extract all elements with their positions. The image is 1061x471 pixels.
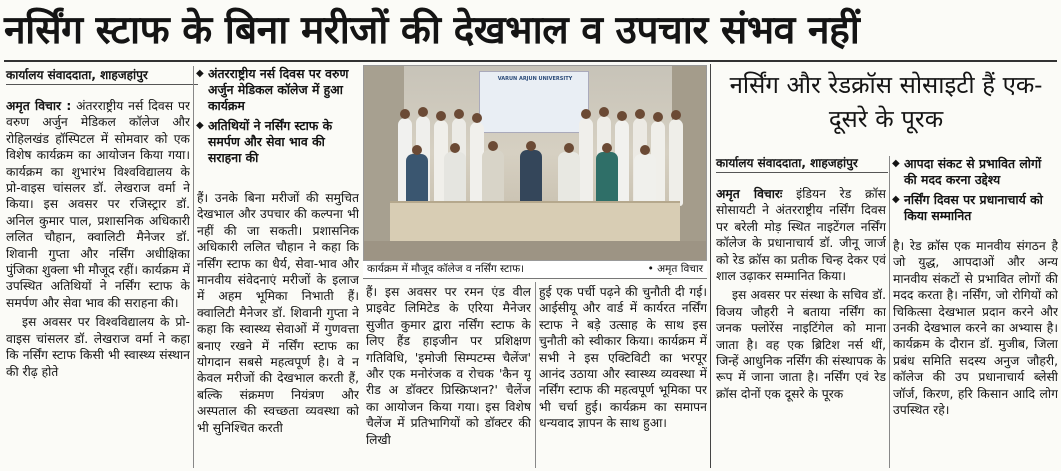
article2-col2-text: है। रेड क्रॉस एक मानवीय संगठन है जो युद्ध, आपदाओं और अन्य मानवीय संकटों से प्रभावित लोगों की मदद करता है। नर्सिंग, जो रोगियों को चिकित्सा देखभाल प्रदान करने और उनकी देखभाल करने का अभ्यास है। कार्यक्रम के दौरान डॉ. मुजीब, जिला प्रबंध समिति सदस्य अनुज जौहरी, कॉलेज की उप प्रधानाचार्य ब्लेसी जॉर्ज, किरण, हरि किसान आदि लोग उपस्थित रहे। bbox=[893, 239, 1058, 418]
event-photo bbox=[363, 65, 707, 261]
article1-column-4 bbox=[539, 284, 707, 470]
article1-column-2 bbox=[197, 190, 359, 470]
bullet-icon: ◆ bbox=[196, 68, 204, 79]
article1-byline: कार्यालय संवाददाता, शाहजहांपुर bbox=[6, 68, 148, 82]
article2-byline: कार्यालय संवाददाता, शाहजहांपुर bbox=[716, 156, 858, 170]
conference-table bbox=[390, 201, 680, 241]
article2-byline-rule bbox=[716, 172, 888, 173]
article1-highlight-1 bbox=[196, 66, 360, 114]
article2-highlight-2 bbox=[892, 192, 1058, 224]
article2-column-2 bbox=[893, 238, 1058, 470]
article-divider bbox=[710, 64, 711, 468]
article2-highlight-1 bbox=[892, 156, 1058, 188]
bullet-icon: ◆ bbox=[196, 120, 204, 131]
photo-caption: कार्यक्रम में मौजूद कॉलेज व नर्सिंग स्टाफ। bbox=[367, 263, 525, 275]
photo-credit: • अमृत विचार bbox=[647, 263, 703, 275]
article1-column-1 bbox=[6, 98, 190, 470]
column-divider bbox=[193, 66, 194, 468]
article1-highlight-text-2: अतिथियों ने नर्सिंग स्टाफ के समर्पण और सेवा भाव की सराहना की bbox=[208, 118, 333, 165]
article2-headline: नर्सिंग और रेडक्रॉस सोसाइटी हैं एक-दूसरे के पूरक bbox=[729, 71, 1043, 133]
article2-lead-word: अमृत विचारः bbox=[716, 187, 783, 201]
column-divider bbox=[889, 156, 890, 468]
article1-paragraph-2: इस अवसर पर विश्वविद्यालय के प्रो-वाइस चांसलर डॉ. लेखराज वर्मा ने कहा कि नर्सिंग स्टाफ किसी भी स्वास्थ्य संस्थान की रीढ़ होते bbox=[6, 315, 190, 379]
bullet-icon: ◆ bbox=[892, 158, 900, 169]
article1-paragraph-1 bbox=[6, 98, 190, 311]
article1-col2-text: हैं। उनके बिना मरीजों की समुचित देखभाल और उपचार की कल्पना भी नहीं की जा सकती। प्रशासनिक अधिकारी ललित चौहान ने कहा कि नर्सिंग स्टाफ का धैर्य, सेवा-भाव और मानवीय संवेदनाएं मरीजों के इलाज में अहम भूमिका निभाती हैं। क्वालिटी मैनेजर डॉ. शिवानी गुप्ता ने कहा कि स्वास्थ्य सेवाओं में गुणवत्ता बनाए रखने में नर्सिंग स्टाफ का योगदान सबसे महत्वपूर्ण है। वे न केवल मरीजों की देखभाल करती हैं, बल्कि संक्रमण नियंत्रण और अस्पताल की स्वच्छता व्यवस्था को भी सुनिश्चित करती bbox=[197, 191, 359, 435]
article1-highlights bbox=[196, 66, 360, 170]
column-divider bbox=[535, 282, 536, 468]
article2-column-1 bbox=[716, 186, 886, 470]
article1-lead-word: अमृत विचार : bbox=[6, 99, 72, 113]
article2-paragraph-2: इस अवसर पर संस्था के सचिव डॉ. विजय जौहरी ने बताया नर्सिंग का जनक फ्लोरेंस नाइटिंगेल को माना जाता है। वह एक ब्रिटिश नर्स थीं, जिन्हें आधुनिक नर्सिंग की संस्थापक के रूप में जाना जाता है। नर्सिंग एवं रेड क्रॉस दोनों एक दूसरे के पूरक bbox=[716, 288, 886, 401]
projector-screen bbox=[479, 71, 589, 133]
article2-paragraph-1 bbox=[716, 186, 886, 284]
article2-highlight-text-2: नर्सिंग दिवस पर प्रधानाचार्य को किया सम्मानित bbox=[904, 192, 1043, 223]
bullet-icon: ◆ bbox=[892, 194, 900, 205]
article1-highlight-text-1: अंतरराष्ट्रीय नर्स दिवस पर वरुण अर्जुन मेडिकल कॉलेज में हुआ कार्यक्रम bbox=[208, 66, 349, 113]
article2-highlights bbox=[892, 156, 1058, 228]
article1-col3-text: हैं। इस अवसर पर रमन एंड वील प्राइवेट लिमिटेड के एरिया मैनेजर सुजीत कुमार द्वारा नर्सिंग स्टाफ के लिए हैंड हाइजीन पर प्रशिक्षण गतिविधि, 'इमोजी सिम्पटम्स चैलेंज' और एक मनोरंजक व रोचक 'कैन यू रीड अ डॉक्टर प्रिस्क्रिप्शन?' चैलेंज का आयोजन किया गया। इस विशेष चैलेंज में प्रतिभागियों को डॉक्टर की लिखी bbox=[366, 285, 531, 447]
projector-screen-text: VARUN ARJUN UNIVERSITY bbox=[497, 76, 573, 82]
headline-rule bbox=[4, 60, 1057, 62]
photo-caption-bar bbox=[363, 261, 707, 279]
article1-col1-text: अंतरराष्ट्रीय नर्स दिवस पर वरुण अर्जुन मेडिकल कॉलेज और रोहिलखंड हॉस्पिटल में सोमवार को एक विशेष कार्यक्रम का आयोजन किया गया। कार्यक्रम का शुभारंभ विश्वविद्यालय के प्रो-वाइस चांसलर डॉ. लेखराज वर्मा ने किया। इस अवसर पर रजिस्ट्रार डॉ. अनिल कुमार पाल, प्रशासनिक अधिकारी ललित चौहान, क्वालिटी मैनेजर डॉ. शिवानी गुप्ता और नर्सिंग अधीक्षिका पुंजिका शुक्ला भी मौजूद रहीं। कार्यक्रम में उपस्थित अतिथियों ने नर्सिंग स्टाफ के समर्पण और सेवा भाव की सराहना की। bbox=[6, 99, 190, 310]
article2-highlight-text-1: आपदा संकट से प्रभावित लोगों की मदद करना उद्देश्य bbox=[904, 156, 1042, 187]
article1-column-3 bbox=[366, 284, 531, 470]
article2-col1-text: इंडियन रेड क्रॉस सोसायटी ने अंतरराष्ट्रीय नर्सिंग दिवस पर बरेली मोड़ स्थित नाइटेंगल नर्सिंग कॉलेज के प्रधानाचार्य डॉ. जीनू जार्ज को रेड क्रॉस का प्रतीक चिन्ह देकर एवं शाल उढ़ाकर सम्मानित किया। bbox=[716, 187, 886, 284]
main-headline: नर्सिंग स्टाफ के बिना मरीजों की देखभाल व उपचार संभव नहीं bbox=[4, 7, 860, 53]
article1-byline-rule bbox=[6, 84, 198, 85]
article1-highlight-2 bbox=[196, 118, 360, 166]
article1-col4-text: हुई एक पर्ची पढ़ने की चुनौती दी गई। आईसीयू और वार्ड में कार्यरत नर्सिंग स्टाफ ने बड़े उत्साह के साथ इस चुनौती को स्वीकार किया। कार्यक्रम में सभी ने इस एक्टिविटी का भरपूर आनंद उठाया और स्वास्थ्य व्यवस्था में नर्सिंग स्टाफ की महत्वपूर्ण भूमिका पर भी चर्चा हुई। कार्यक्रम का समापन धन्यवाद ज्ञापन के साथ हुआ। bbox=[539, 285, 707, 431]
